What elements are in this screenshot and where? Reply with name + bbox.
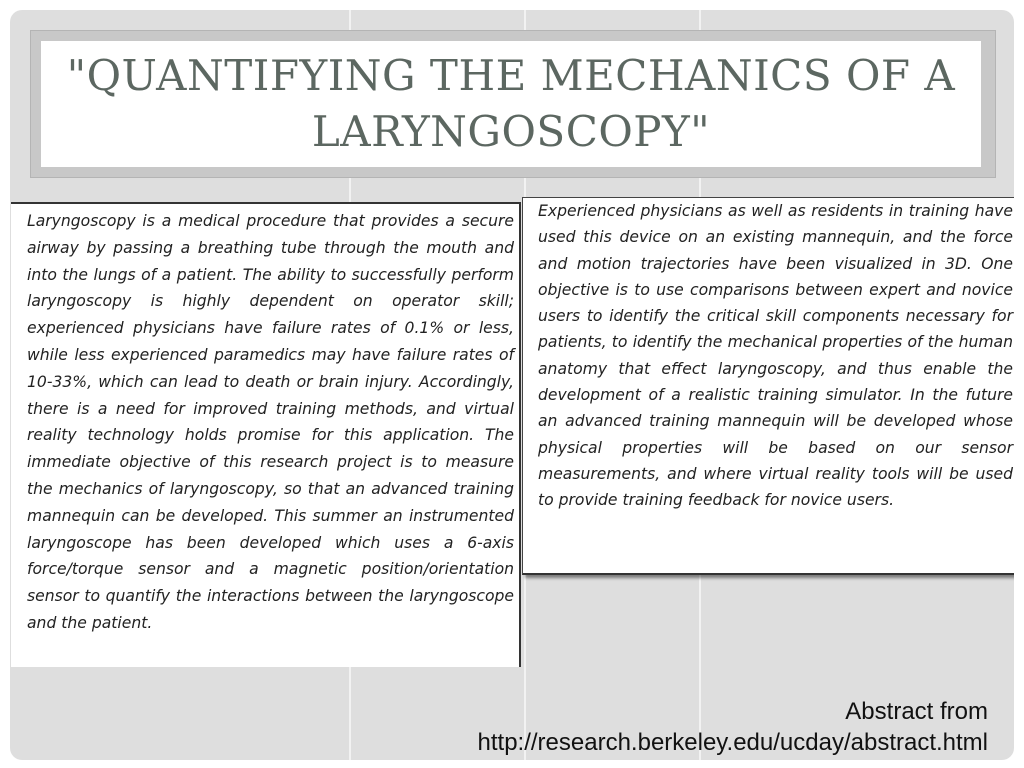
source-caption: [478, 696, 988, 758]
slide-background: [10, 10, 1014, 760]
caption-label: Abstract from: [845, 698, 988, 725]
title-box: [41, 41, 981, 167]
source-url: http://research.berkeley.edu/ucday/abstract.html: [477, 729, 988, 756]
abstract-excerpt-left: Laryngoscopy is a medical procedure that provides a secure airway by passing a breathing tube through the mouth and into the lungs of a patient. The ability to successfully perform laryngoscopy is highly dependent on operator skill; experienced physicians have failure rates of 0.1% or less, while less experienced paramedics may have failure rates of 10-33%, which can lead to death or brain injury. Accordingly, there is a need for improved training methods, and virtual reality technology holds promise for this application. The immediate objective of this research project is to measure the mechanics of laryngoscopy, so that an advanced training mannequin can be developed. This summer an instrumented laryngoscope has been developed which uses a 6-axis force/torque sensor and a magnetic position/orientation sensor to quantify the interactions between the laryngoscope and the patient.: [11, 202, 521, 667]
slide-title: "QUANTIFYING THE MECHANICS OF A LARYNGOSCOPY": [66, 51, 956, 156]
abstract-excerpt-right: Experienced physicians as well as residents in training have used this device on an existing mannequin, and the force and motion trajectories have been visualized in 3D. One objective is to use comparisons between expert and novice users to identify the critical skill components necessary for patients, to identify the mechanical properties of the human anatomy that effect laryngoscopy, and thus enable the development of a realistic training simulator. In the future an advanced training mannequin will be developed whose physical properties will be based on our sensor measurements, and where virtual reality tools will be used to provide training feedback for novice users.: [522, 197, 1014, 575]
